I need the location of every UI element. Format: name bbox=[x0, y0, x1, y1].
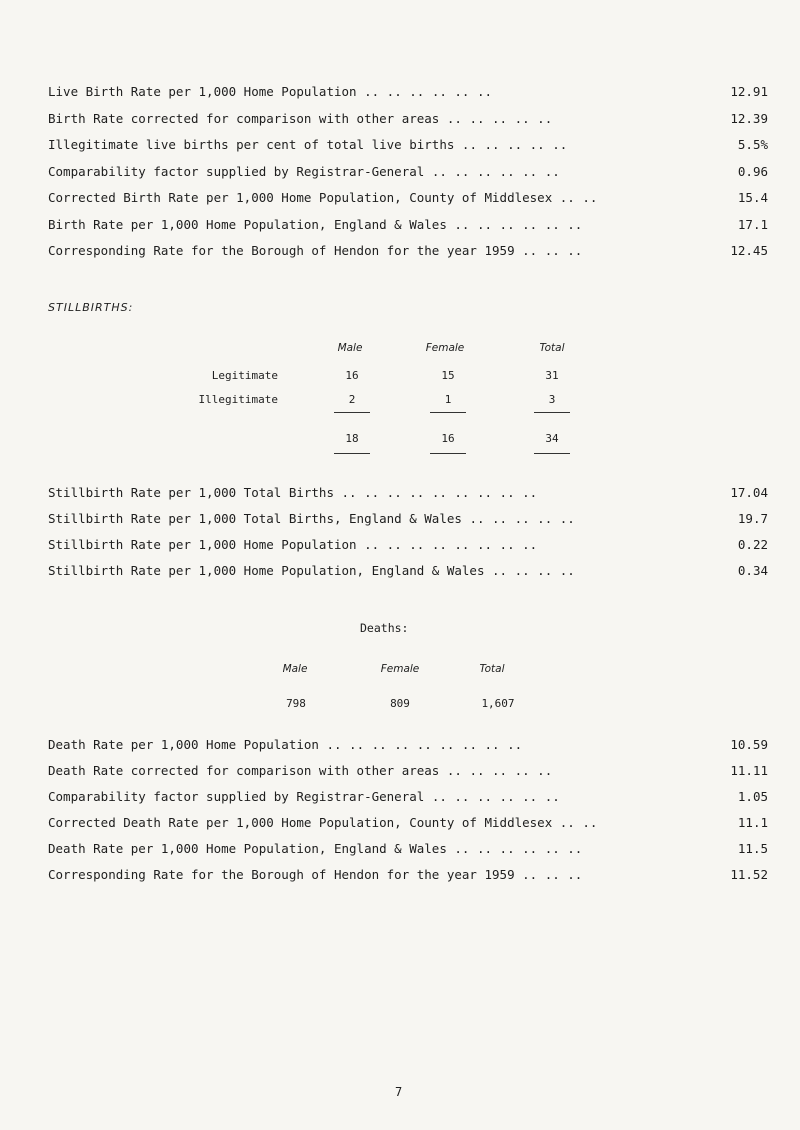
stat-value: 17.1 bbox=[737, 217, 768, 232]
subtotal-rule-female bbox=[430, 412, 466, 413]
page-number: 7 bbox=[395, 1085, 403, 1099]
stat-label: Stillbirth Rate per 1,000 Total Births .. .. .. .. .. .. .. .. .. bbox=[48, 485, 538, 500]
row-label-legitimate: Legitimate bbox=[211, 369, 278, 382]
stat-value: 0.22 bbox=[737, 537, 768, 552]
total-rule-female bbox=[430, 453, 466, 454]
stat-label: Corrected Death Rate per 1,000 Home Population, County of Middlesex .. .. bbox=[48, 815, 598, 830]
stat-label: Illegitimate live births per cent of total live births .. .. .. .. .. bbox=[48, 137, 568, 152]
stat-value: 12.45 bbox=[730, 243, 768, 258]
deaths-header-male: Male bbox=[282, 663, 308, 675]
stat-label: Corresponding Rate for the Borough of Hendon for the year 1959 .. .. .. bbox=[48, 867, 583, 882]
stat-label: Birth Rate corrected for comparison with other areas .. .. .. .. .. bbox=[48, 111, 553, 126]
column-header-female: Female bbox=[425, 342, 465, 354]
deaths-female: 809 bbox=[390, 697, 410, 710]
illegitimate-female: 1 bbox=[444, 393, 452, 406]
stat-value: 15.4 bbox=[737, 190, 768, 205]
stat-value: 11.52 bbox=[730, 867, 768, 882]
stat-label: Live Birth Rate per 1,000 Home Population .. .. .. .. .. .. bbox=[48, 84, 493, 99]
legitimate-total: 31 bbox=[545, 369, 559, 382]
stat-value: 11.1 bbox=[737, 815, 768, 830]
legitimate-female: 15 bbox=[441, 369, 455, 382]
stat-label: Corrected Birth Rate per 1,000 Home Population, County of Middlesex .. .. bbox=[48, 190, 598, 205]
column-header-male: Male bbox=[337, 342, 363, 354]
deaths-heading: Deaths: bbox=[360, 621, 409, 635]
total-male: 18 bbox=[345, 432, 359, 445]
stat-label: Death Rate corrected for comparison with other areas .. .. .. .. .. bbox=[48, 763, 553, 778]
illegitimate-male: 2 bbox=[348, 393, 356, 406]
stat-value: 10.59 bbox=[730, 737, 768, 752]
subtotal-rule-total bbox=[534, 412, 570, 413]
stat-label: Comparability factor supplied by Registrar-General .. .. .. .. .. .. bbox=[48, 164, 560, 179]
stat-value: 12.39 bbox=[730, 111, 768, 126]
total-rule-total bbox=[534, 453, 570, 454]
stat-value: 11.11 bbox=[730, 763, 768, 778]
stat-label: Corresponding Rate for the Borough of Hendon for the year 1959 .. .. .. bbox=[48, 243, 583, 258]
stat-label: Birth Rate per 1,000 Home Population, England & Wales .. .. .. .. .. .. bbox=[48, 217, 583, 232]
stat-value: 19.7 bbox=[737, 511, 768, 526]
stillbirths-heading: STILLBIRTHS: bbox=[48, 301, 134, 314]
row-label-illegitimate: Illegitimate bbox=[198, 393, 278, 406]
stat-value: 0.34 bbox=[737, 563, 768, 578]
stat-value: 17.04 bbox=[730, 485, 768, 500]
stat-value: 11.5 bbox=[737, 841, 768, 856]
stat-value: 5.5% bbox=[737, 137, 768, 152]
stat-label: Stillbirth Rate per 1,000 Home Population, England & Wales .. .. .. .. bbox=[48, 563, 575, 578]
subtotal-rule-male bbox=[334, 412, 370, 413]
deaths-header-total: Total bbox=[479, 663, 505, 675]
total-total: 34 bbox=[545, 432, 559, 445]
total-rule-male bbox=[334, 453, 370, 454]
legitimate-male: 16 bbox=[345, 369, 359, 382]
stat-value: 1.05 bbox=[737, 789, 768, 804]
stat-label: Stillbirth Rate per 1,000 Total Births, England & Wales .. .. .. .. .. bbox=[48, 511, 575, 526]
stat-value: 12.91 bbox=[730, 84, 768, 99]
deaths-male: 798 bbox=[286, 697, 306, 710]
stat-label: Stillbirth Rate per 1,000 Home Population .. .. .. .. .. .. .. .. bbox=[48, 537, 538, 552]
total-female: 16 bbox=[441, 432, 455, 445]
illegitimate-total: 3 bbox=[548, 393, 556, 406]
deaths-total: 1,607 bbox=[481, 697, 515, 710]
stat-label: Death Rate per 1,000 Home Population, England & Wales .. .. .. .. .. .. bbox=[48, 841, 583, 856]
column-header-total: Total bbox=[539, 342, 565, 354]
stat-value: 0.96 bbox=[737, 164, 768, 179]
stat-label: Comparability factor supplied by Registrar-General .. .. .. .. .. .. bbox=[48, 789, 560, 804]
stat-label: Death Rate per 1,000 Home Population .. .. .. .. .. .. .. .. .. bbox=[48, 737, 523, 752]
deaths-header-female: Female bbox=[380, 663, 420, 675]
